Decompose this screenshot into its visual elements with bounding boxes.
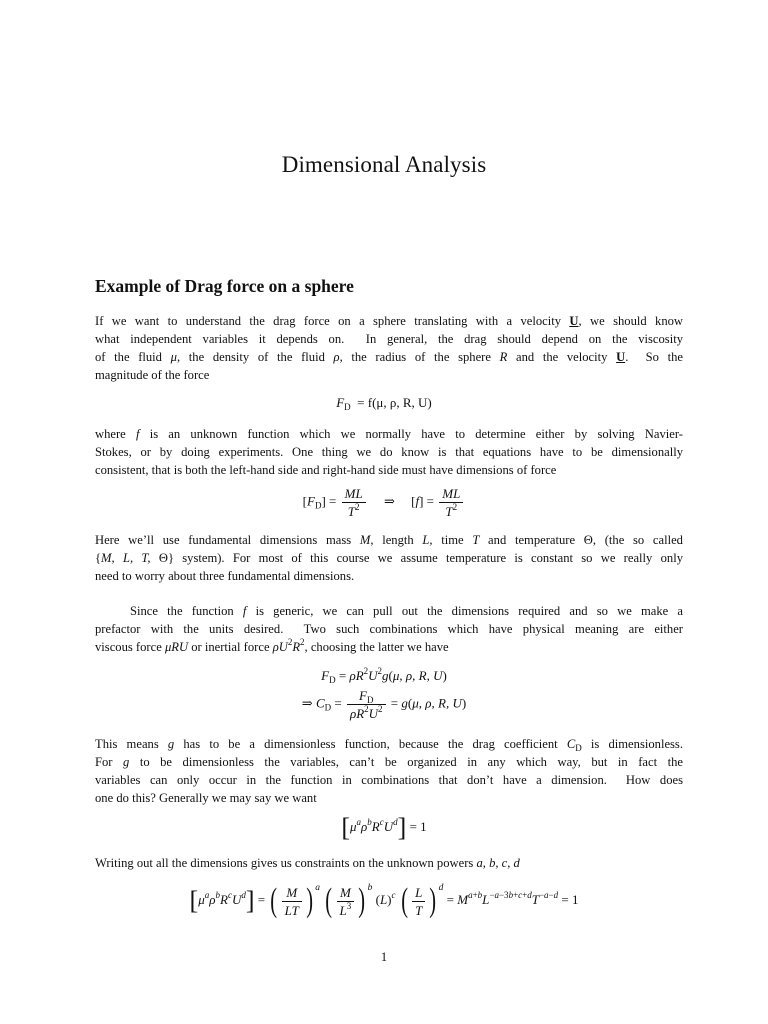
paragraph-unknown-function [95, 425, 683, 479]
text-line: This means g has to be a dimensionless function, because the drag coefficient $C_D$ is dimensionless. [95, 737, 683, 753]
text-line: where f is an unknown function which we normally have to determine either by solving Navier- [95, 427, 683, 441]
paragraph-constraints [95, 854, 683, 872]
equation-drag-coefficient: ⇒ $C_D$ = $\frac{F_D}{\rho R^2U^2}$ = g(μ, ρ, R, U) [301, 688, 467, 721]
paragraph-prefactor [95, 602, 683, 656]
text-line: Writing out all the dimensions gives us constraints on the unknown powers a, b, c, d [95, 856, 520, 870]
equation-force-dimensions: $[F_D]$ = $\frac{ML}{T^2}$ ⇒ [f] = $\frac{ML}{T^2}$ [0, 486, 768, 519]
text-line: Stokes, or by doing experiments. One thing we do know is that equations have to be dimensionally [95, 445, 683, 459]
paragraph-intro [95, 312, 683, 384]
text-line: magnitude of the force [95, 368, 210, 382]
page-number: 1 [380, 950, 388, 964]
paragraph-dimensionless [95, 735, 683, 807]
text-line: Since the function f is generic, we can pull out the dimensions required and so we make a [130, 604, 684, 618]
text-line: If we want to understand the drag force on a sphere translating with a velocity U, we should know [95, 314, 684, 328]
text-line: what independent variables it depends on. In general, the drag should depend on the viscosity [95, 332, 683, 346]
text-line: {M, L, T, Θ} system). For most of this course we assume temperature is constant so we really only [95, 551, 683, 565]
text-line: For g to be dimensionless the variables, can’t be organized in any which way, but in fact the [95, 755, 683, 769]
document-title: Dimensional Analysis [281, 152, 487, 177]
fraction-ml-t2: $\frac{ML}{T^2}$ [439, 486, 463, 519]
text-line: need to worry about three fundamental dimensions. [95, 569, 355, 583]
paragraph-fundamental-dimensions [95, 531, 683, 585]
fraction-ml-t2: $\frac{ML}{T^2}$ [342, 486, 366, 519]
section-heading: Example of Drag force on a sphere [95, 276, 354, 296]
equation-drag-force: $F_D = f(\mu$, ρ, R, U) [336, 395, 432, 412]
text-line: consistent, that is both the left-hand side and right-hand side must have dimensions of force [95, 463, 557, 477]
text-line: prefactor with the units desired. Two such combinations which have physical meaning are either [95, 622, 683, 636]
text-line: Here we’ll use fundamental dimensions mass M, length L, time T and temperature Θ, (the so called [95, 533, 683, 547]
equation-dimensionless-product: $[\mu^a\rho^bR^cU^d] = 1$ [341, 813, 427, 842]
text-line: one do this? Generally we may say we want [95, 791, 317, 805]
text-line: of the fluid μ, the density of the fluid ρ, the radius of the sphere R and the velocity U. So the [95, 350, 684, 364]
text-line: viscous force μRU or inertial force $\rho U^2R^2$, choosing the latter we have [95, 637, 449, 654]
equation-drag-inertial: $F_D = \rho R^2U^2g(\mu$, ρ, R, U) [321, 666, 447, 685]
equation-dimension-expansion: $[\mu^a\rho^bR^cU^d]$ = ( $\frac{M}{LT}$ ) $^a$ ( $\frac{M}{L^3}$ ) $^b$ $(L)^c$ ( $\frac{L}{T}$ ) $^d = M^{a+b}L^{-a-3b+c+d}T^{-a-d} = 1$ [189, 882, 579, 919]
text-line: variables can only occur in the function in combinations that don’t have a dimension. How does [95, 773, 683, 787]
fraction-fd-rho-r2-u2: $\frac{F_D}{\rho R^2U^2}$ [347, 688, 386, 721]
